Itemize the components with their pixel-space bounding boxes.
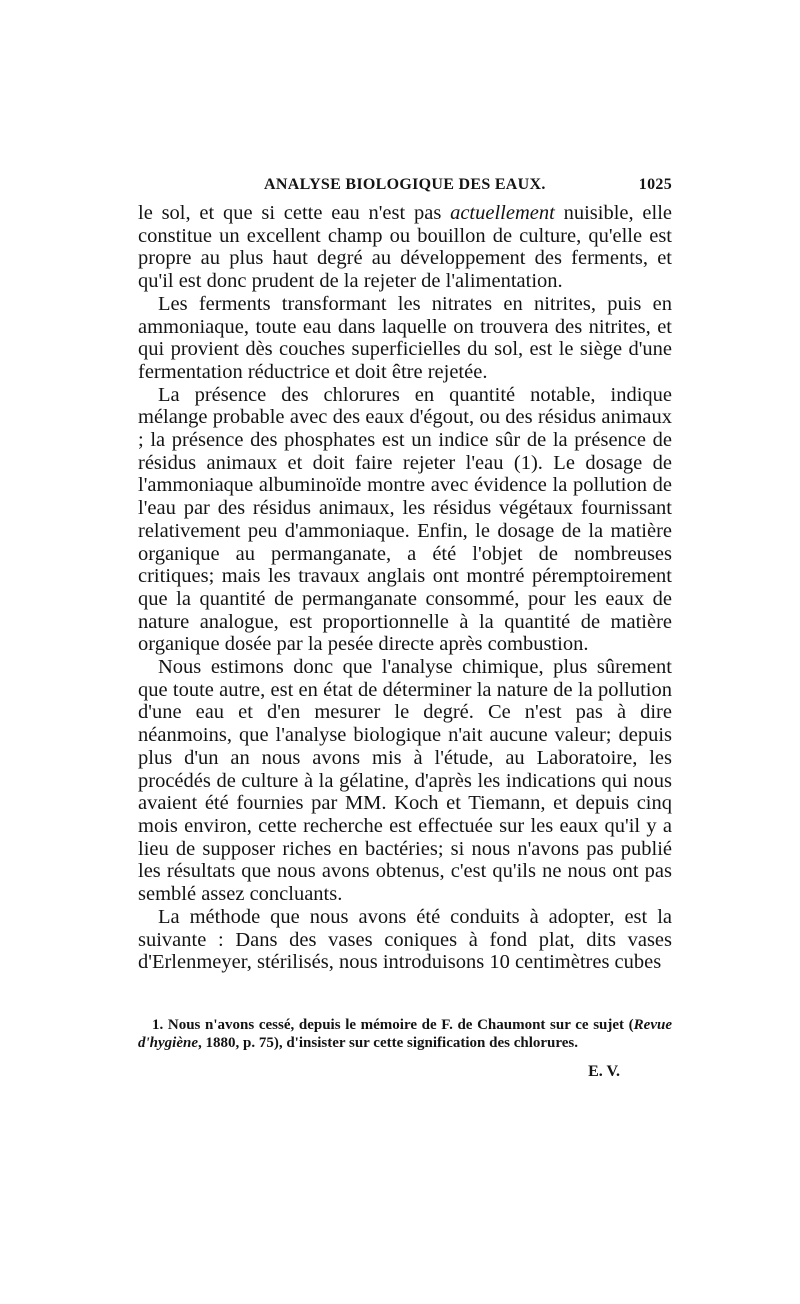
paragraph-1-after: nuisible, elle constitue un excellent champ ou bouillon de culture, qu'elle est propre au plus haut degré au développement des ferments, et qu'il est donc prudent de la rejeter de l'alimentation. (138, 202, 672, 293)
footnote-emphasis: Revue d'hygiène (138, 1016, 672, 1052)
paragraph-2: Les ferments transformant les nitrates en nitrites, puis en ammoniaque, toute eau dans laquelle on trouvera des nitrites, et qui provient dès couches superficielles du sol, est le siège d'une fermentation réductrice et doit être rejetée. (138, 292, 672, 383)
paragraph-4: Nous estimons donc que l'analyse chimique, plus sûrement que toute autre, est en état de déterminer la nature de la pollution d'une eau et d'en mesurer le degré. Ce n'est pas à dire néanmoins, que l'analyse biologique n'ait aucune valeur; depuis plus d'un an nous avons mis à l'étude, au Laboratoire, les procédés de culture à la gélatine, d'après les indications qui nous avaient été fournies par MM. Koch et Tiemann, et depuis cinq mois environ, cette recherche est effectuée sur les eaux qu'il y a lieu de supposer riches en bactéries; si nous n'avons pas publié les résultats que nous avons obtenus, c'est qu'ils ne nous ont pas semblé assez concluants. (138, 656, 672, 906)
running-title: ANALYSE BIOLOGIQUE DES EAUX. (264, 176, 546, 193)
paragraph-1-emphasis: actuellement (450, 202, 555, 224)
body-text (138, 202, 672, 974)
paragraph-1-before: le sol, et que si cette eau n'est pas (138, 202, 451, 224)
paragraph-5: La méthode que nous avons été conduits à adopter, est la suivante : Dans des vases coniques à fond plat, dits vases d'Erlenmeyer, stérilisés, nous introduisons 10 centimètres cubes (138, 905, 672, 974)
paragraph-3: La présence des chlorures en quantité notable, indique mélange probable avec des eaux d'égout, ou des résidus animaux ; la présence des phosphates est un indice sûr de la présence de résidus animaux et doit faire rejeter l'eau (1). Le dosage de l'ammoniaque albuminoïde montre avec évidence la pollution de l'eau par des résidus animaux, les résidus végétaux fournissant relativement peu d'ammoniaque. Enfin, le dosage de la matière organique au permanganate, a été l'objet de nombreuses critiques; mais les travaux anglais ont montré péremptoirement que la quantité de permanganate consommé, pour les eaux de nature analogue, est proportionnelle à la quantité de matière organique dosée par la pesée directe après combustion. (138, 383, 672, 656)
running-head (138, 176, 672, 202)
footnote-before: 1. Nous n'avons cessé, depuis le mémoire de F. de Chaumont sur ce sujet ( (152, 1016, 634, 1033)
paragraph-1 (138, 202, 672, 293)
signature: E. V. (588, 1062, 620, 1080)
book-page (138, 176, 672, 1081)
footnote-1 (138, 1016, 672, 1053)
page-number: 1025 (638, 176, 672, 193)
footnotes (138, 1016, 672, 1053)
footnote-after: , 1880, p. 75), d'insister sur cette signification des chlorures. (198, 1035, 578, 1052)
